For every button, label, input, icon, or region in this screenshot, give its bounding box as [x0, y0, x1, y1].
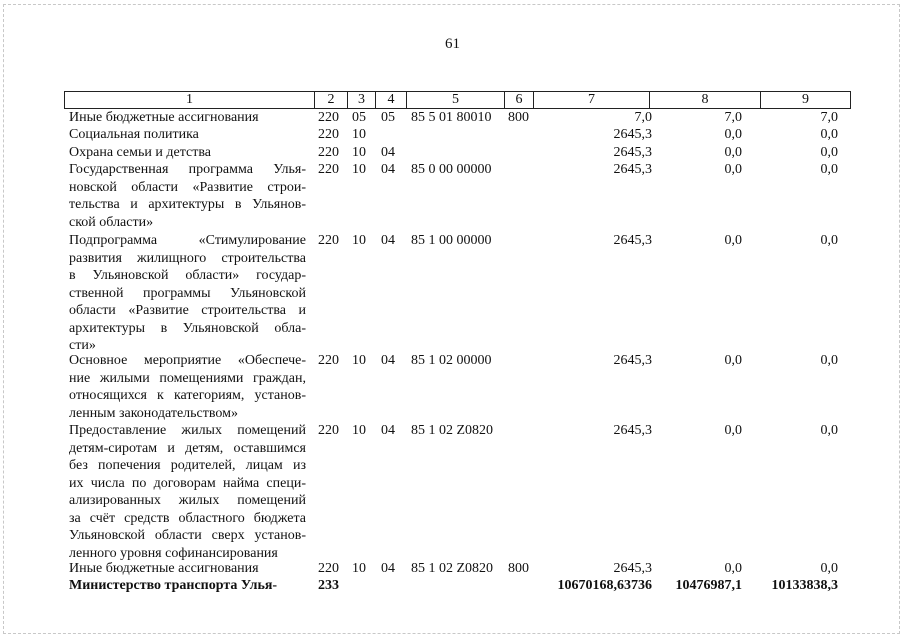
- row-4-c9: 0,0: [820, 162, 838, 177]
- row-3-c4: 04: [381, 145, 395, 160]
- row-4-c5: 85 0 00 00000: [411, 162, 492, 177]
- row-8-c9: 0,0: [820, 561, 838, 576]
- row-7-name-line: их числа по договорам найма специ-: [69, 475, 306, 491]
- row-9-name: [69, 577, 306, 595]
- row-9-c2: 233: [318, 578, 339, 593]
- row-8-c7: 2645,3: [613, 561, 652, 576]
- row-8-c5: 85 1 02 Z0820: [411, 561, 494, 576]
- row-4-c2: 220: [318, 162, 339, 177]
- row-1-name: [69, 109, 306, 127]
- row-6-name-line: ние жилыми помещениями граждан,: [69, 370, 306, 386]
- row-4-name-line: тельства и архитектуры в Ульянов-: [69, 197, 306, 212]
- row-7-name-line: ализированных жилых помещений: [69, 493, 306, 508]
- row-4-c4: 04: [381, 162, 395, 177]
- header-col-9: 9: [761, 92, 851, 109]
- row-5-c7: 2645,3: [613, 233, 652, 248]
- row-2-c8: 0,0: [724, 127, 742, 142]
- row-8-c2: 220: [318, 561, 339, 576]
- row-5-name-line: ственной программы Ульяновской: [69, 285, 306, 301]
- row-3-c3: 10: [352, 145, 366, 160]
- header-col-6: 6: [505, 92, 534, 109]
- header-col-1: 1: [65, 92, 315, 109]
- row-2-c9: 0,0: [820, 127, 838, 142]
- row-8-c4: 04: [381, 561, 395, 576]
- row-4-name-line: Государственная программа Улья-: [69, 162, 306, 177]
- row-5-c2: 220: [318, 233, 339, 248]
- row-6-name-line: относящихся к категориям, установ-: [69, 388, 306, 403]
- row-5-c8: 0,0: [724, 233, 742, 248]
- row-1-c2: 220: [318, 110, 339, 125]
- row-7-c8: 0,0: [724, 423, 742, 438]
- row-5-c5: 85 1 00 00000: [411, 233, 492, 248]
- row-1-c5: 85 5 01 80010: [411, 110, 492, 125]
- page-number: 61: [445, 36, 460, 52]
- row-8-c8: 0,0: [724, 561, 742, 576]
- row-8-name-line: Иные бюджетные ассигнования: [69, 561, 259, 576]
- header-col-7: 7: [534, 92, 650, 109]
- header-col-4: 4: [376, 92, 407, 109]
- row-7-name-line: за счёт средств областного бюджета: [69, 510, 306, 526]
- row-7-name-line: Предоставление жилых помещений: [69, 423, 306, 438]
- header-col-8: 8: [650, 92, 761, 109]
- row-7-name-line: без попечения родителей, лицам из: [69, 458, 306, 473]
- row-6-c4: 04: [381, 353, 395, 368]
- row-7-name-line: ленного уровня софинансирования: [69, 545, 278, 561]
- row-1-name-line: Иные бюджетные ассигнования: [69, 110, 259, 125]
- row-5-name-line: области «Развитие строительства и: [69, 303, 306, 318]
- row-2-c2: 220: [318, 127, 339, 142]
- row-3-c9: 0,0: [820, 145, 838, 160]
- row-6-name-line: ленным законодательством»: [69, 405, 238, 421]
- row-3-name: [69, 144, 306, 162]
- row-8-c6: 800: [508, 561, 529, 576]
- row-8-name: [69, 560, 306, 578]
- row-4-c3: 10: [352, 162, 366, 177]
- row-5-c9: 0,0: [820, 233, 838, 248]
- row-4-name-line: ской области»: [69, 214, 154, 230]
- row-3-name-line: Охрана семьи и детства: [69, 145, 211, 160]
- row-3-c7: 2645,3: [613, 145, 652, 160]
- row-7-name-line: детям-сиротам и детям, оставшимся: [69, 440, 306, 456]
- row-7-c9: 0,0: [820, 423, 838, 438]
- row-6-c9: 0,0: [820, 353, 838, 368]
- row-5-name-line: сти»: [69, 338, 96, 353]
- row-1-c3: 05: [352, 110, 366, 125]
- row-9-c7: 10670168,63736: [557, 578, 652, 593]
- row-7-name: [69, 422, 306, 562]
- row-3-c8: 0,0: [724, 145, 742, 160]
- row-7-c3: 10: [352, 423, 366, 438]
- row-4-name-line: новской области «Развитие строи-: [69, 179, 306, 195]
- row-1-c6: 800: [508, 110, 529, 125]
- row-1-c8: 7,0: [724, 110, 742, 125]
- header-col-2: 2: [315, 92, 348, 109]
- row-5-name-line: развития жилищного строительства: [69, 250, 306, 266]
- header-col-5: 5: [407, 92, 505, 109]
- row-6-c2: 220: [318, 353, 339, 368]
- row-1-c7: 7,0: [634, 110, 652, 125]
- row-2-c3: 10: [352, 127, 366, 142]
- row-8-c3: 10: [352, 561, 366, 576]
- row-5-name-line: Подпрограмма «Стимулирование: [69, 233, 306, 248]
- header-col-3: 3: [348, 92, 376, 109]
- row-5-name-line: архитектуры в Ульяновской обла-: [69, 320, 306, 336]
- row-4-c8: 0,0: [724, 162, 742, 177]
- row-7-c7: 2645,3: [613, 423, 652, 438]
- row-1-c9: 7,0: [820, 110, 838, 125]
- row-7-c2: 220: [318, 423, 339, 438]
- row-2-c7: 2645,3: [613, 127, 652, 142]
- row-1-c4: 05: [381, 110, 395, 125]
- row-7-c5: 85 1 02 Z0820: [411, 423, 494, 438]
- row-7-c4: 04: [381, 423, 395, 438]
- row-6-c3: 10: [352, 353, 366, 368]
- row-5-name-line: в Ульяновской области» государ-: [69, 268, 306, 283]
- row-9-c9: 10133838,3: [771, 578, 838, 593]
- row-2-name: [69, 126, 306, 144]
- row-5-name: [69, 232, 306, 355]
- row-4-name: [69, 161, 306, 231]
- row-9-name-line: Министерство транспорта Улья-: [69, 578, 278, 593]
- row-6-c8: 0,0: [724, 353, 742, 368]
- row-5-c3: 10: [352, 233, 366, 248]
- row-7-name-line: Ульяновской области сверх установ-: [69, 528, 306, 543]
- row-9-c8: 10476987,1: [675, 578, 742, 593]
- row-6-c7: 2645,3: [613, 353, 652, 368]
- row-4-c7: 2645,3: [613, 162, 652, 177]
- row-2-name-line: Социальная политика: [69, 127, 199, 142]
- row-6-name: [69, 352, 306, 422]
- row-3-c2: 220: [318, 145, 339, 160]
- row-6-c5: 85 1 02 00000: [411, 353, 492, 368]
- row-5-c4: 04: [381, 233, 395, 248]
- row-6-name-line: Основное мероприятие «Обеспече-: [69, 353, 306, 368]
